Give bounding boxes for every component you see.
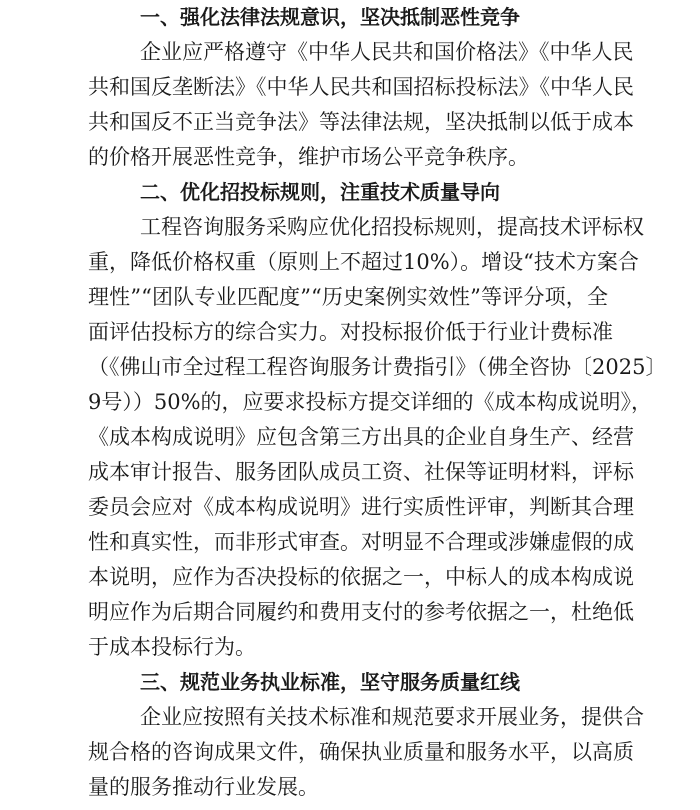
section-3-heading: 三、规范业务执业标准，坚守服务质量红线 xyxy=(140,670,520,694)
section-3-paragraph-line: 企业应按照有关技术标准和规范要求开展业务，提供合 xyxy=(140,705,644,729)
section-2-paragraph-line: 重，降低价格权重（原则上不超过10%）。增设“技术方案合 xyxy=(88,250,639,274)
section-1-heading: 一、强化法律法规意识，坚决抵制恶性竞争 xyxy=(140,5,520,29)
section-1-paragraph-line: 企业应严格遵守《中华人民共和国价格法》《中华人民 xyxy=(140,40,634,64)
section-2-paragraph-line: 理性”“团队专业匹配度”“历史案例实效性”等评分项，全 xyxy=(88,285,608,309)
section-1-paragraph-line: 的价格开展恶性竞争，维护市场公平竞争秩序。 xyxy=(88,145,529,169)
section-2-paragraph-line: 工程咨询服务采购应优化招投标规则，提高技术评标权 xyxy=(140,215,644,239)
section-2-paragraph-line: 于成本投标行为。 xyxy=(88,635,256,659)
section-2-paragraph-line: 委员会应对《成本构成说明》进行实质性评审，判断其合理 xyxy=(88,495,634,519)
section-1-paragraph-line: 共和国反不正当竞争法》等法律法规，坚决抵制以低于成本 xyxy=(88,110,634,134)
section-2-paragraph-line: 明应作为后期合同履约和费用支付的参考依据之一，杜绝低 xyxy=(88,600,634,624)
section-1-paragraph-line: 共和国反垄断法》《中华人民共和国招标投标法》《中华人民 xyxy=(88,75,634,99)
section-2-paragraph-line: 9号））50%的，应要求投标方提交详细的《成本构成说明》， xyxy=(88,390,653,414)
section-3-paragraph-line: 量的服务推动行业发展。 xyxy=(88,775,319,799)
section-2-paragraph-line: 面评估投标方的综合实力。对投标报价低于行业计费标准 xyxy=(88,320,613,344)
section-2-paragraph-line: （《佛山市全过程工程咨询服务计费指引》（佛全咨协〔2025〕 xyxy=(88,355,667,379)
section-2-heading: 二、优化招投标规则，注重技术质量导向 xyxy=(140,180,500,204)
section-3-paragraph-line: 规合格的咨询成果文件，确保执业质量和服务水平，以高质 xyxy=(88,740,634,764)
section-2-paragraph-line: 《成本构成说明》应包含第三方出具的企业自身生产、经营 xyxy=(88,425,634,449)
section-2-paragraph-line: 成本审计报告、服务团队成员工资、社保等证明材料，评标 xyxy=(88,460,634,484)
section-2-paragraph-line: 本说明，应作为否决投标的依据之一，中标人的成本构成说 xyxy=(88,565,634,589)
section-2-paragraph-line: 性和真实性，而非形式审查。对明显不合理或涉嫌虚假的成 xyxy=(88,530,634,554)
